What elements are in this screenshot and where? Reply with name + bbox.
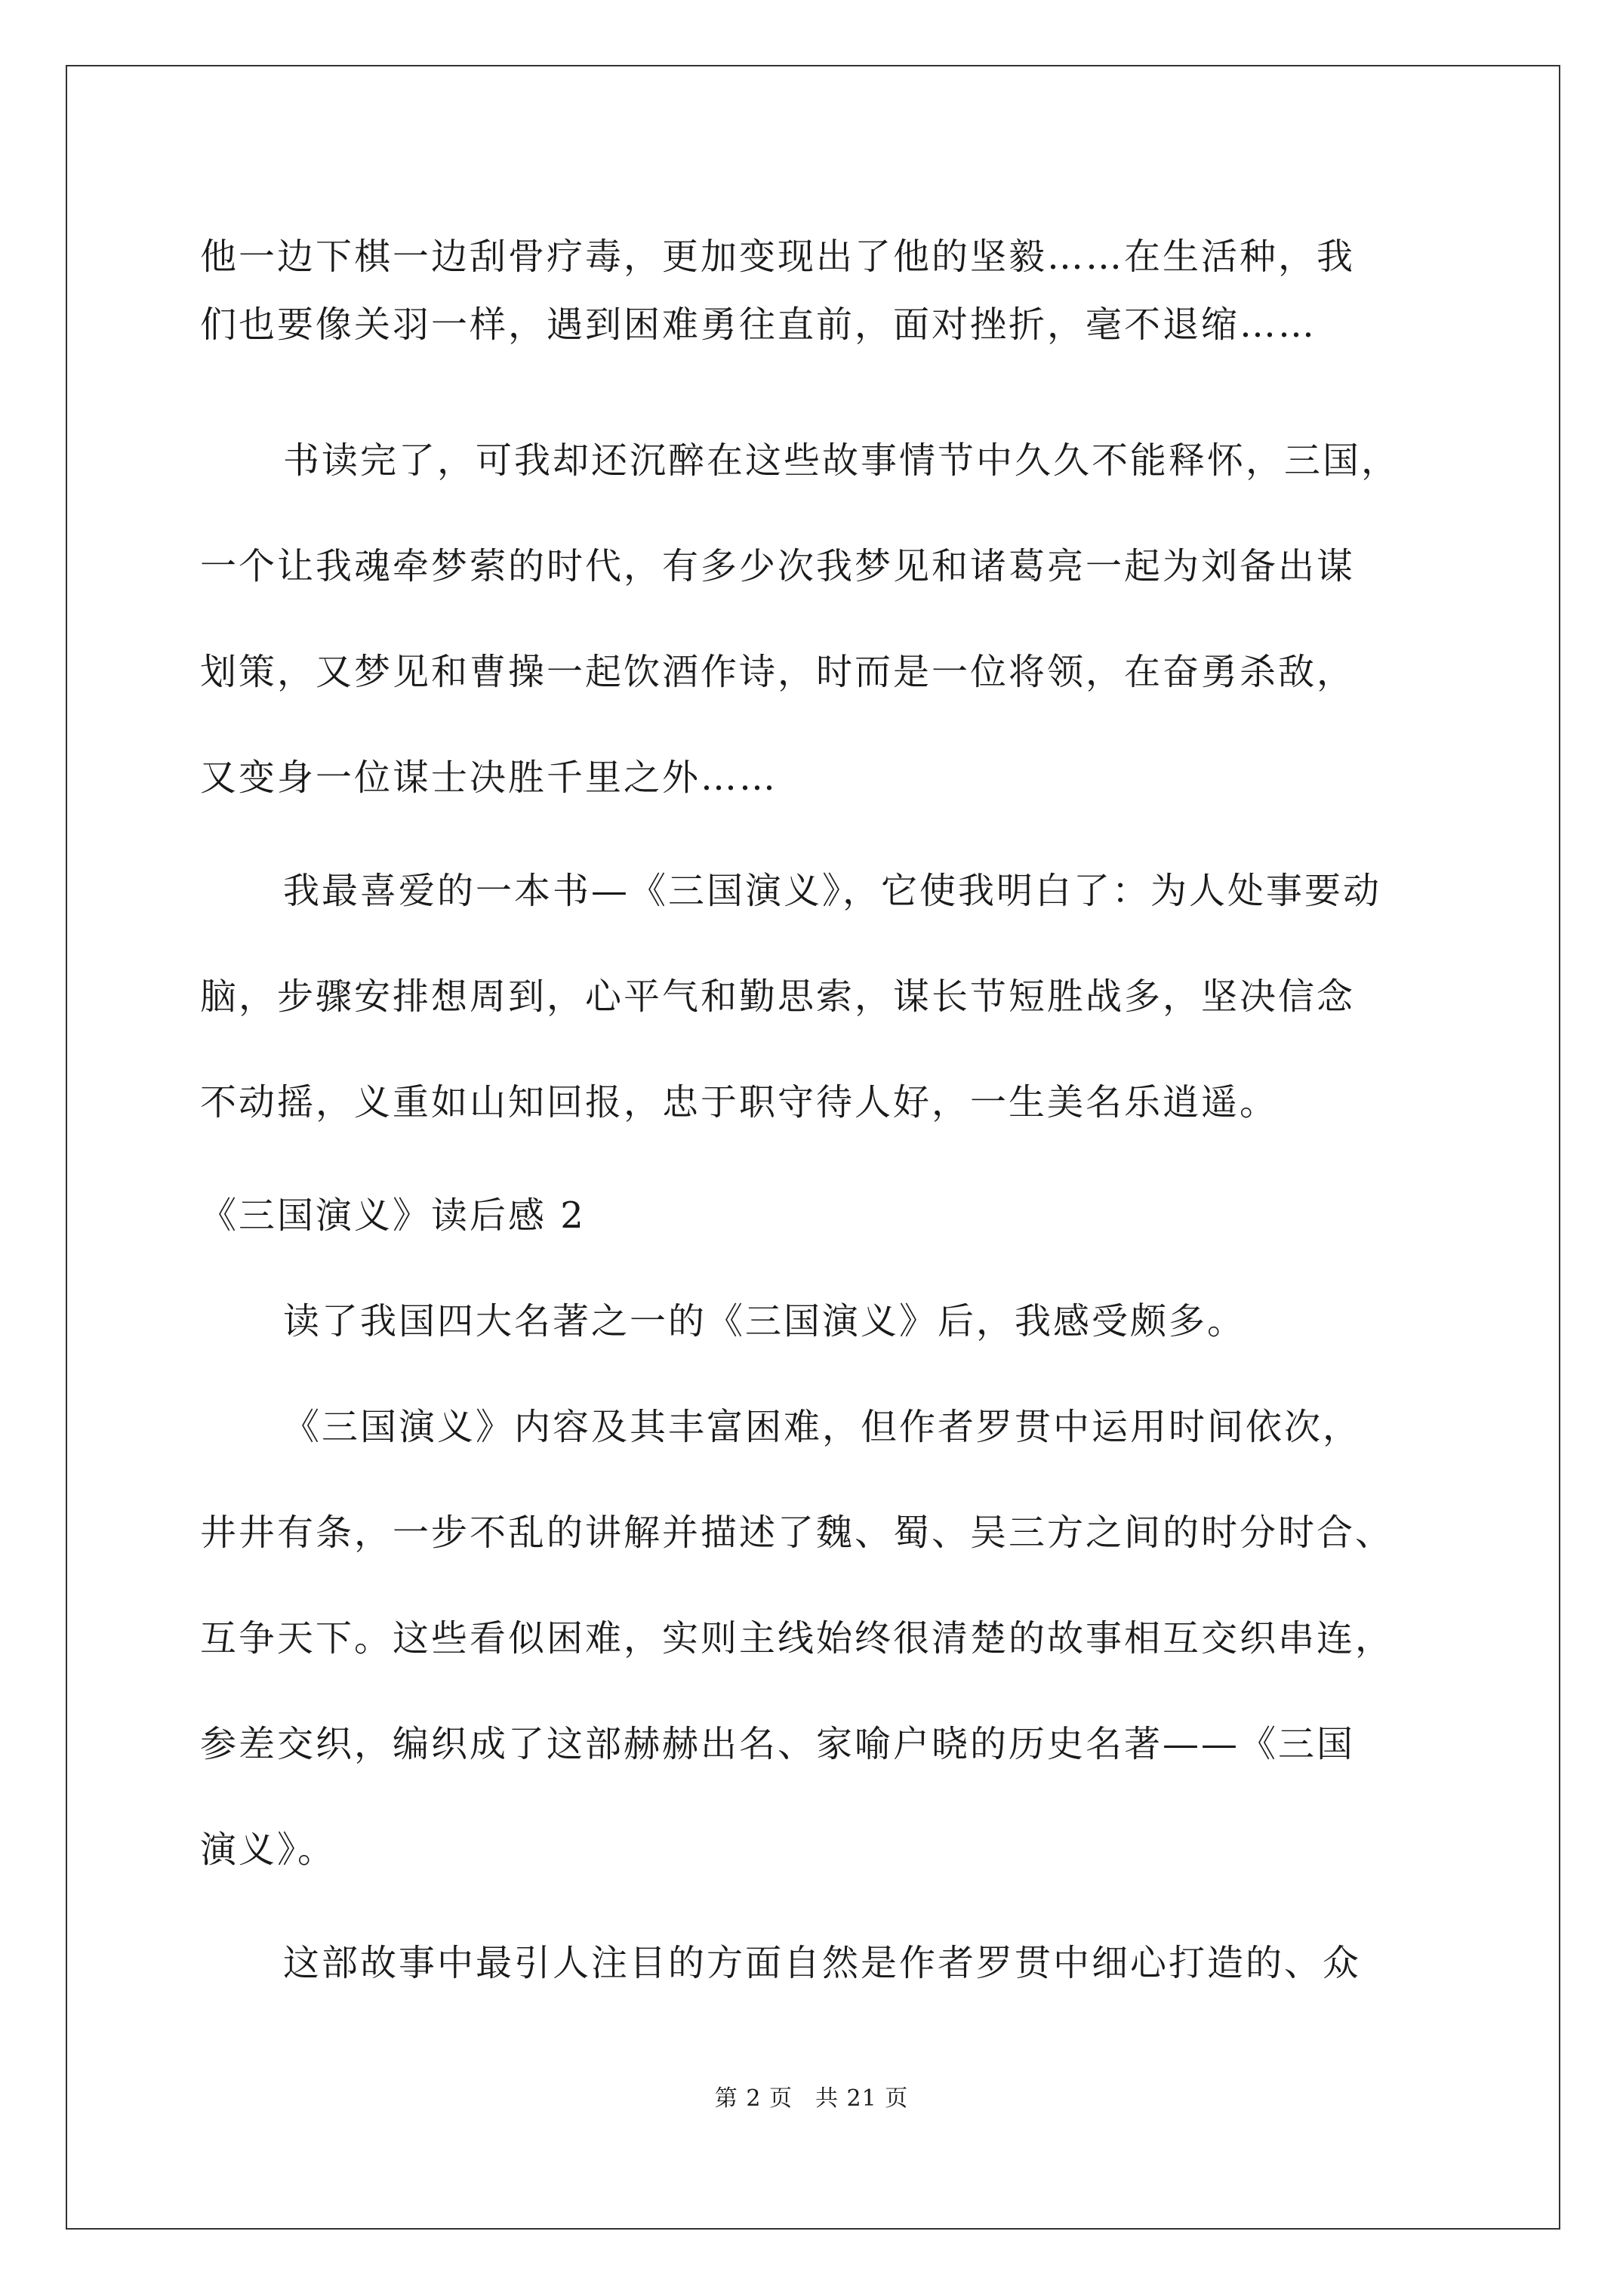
paragraph-start-line: 书读完了，可我却还沉醉在这些故事情节中久久不能释怀，三国， [283, 439, 1400, 482]
page-border [66, 65, 1560, 2230]
text-line: 参差交织，编织成了这部赫赫出名、家喻户晓的历史名著——《三国 [200, 1723, 1356, 1765]
page-number: 第 2 页 [714, 2085, 793, 2112]
paragraph-start-line: 我最喜爱的一本书—《三国演义》，它使我明白了：为人处事要动 [283, 870, 1382, 912]
text-line: 又变身一位谋士决胜千里之外…… [200, 757, 778, 799]
text-line: 们也要像关羽一样，遇到困难勇往直前，面对挫折，毫不退缩…… [200, 304, 1317, 346]
paragraph-start-line: 《三国演义》内容及其丰富困难，但作者罗贯中运用时间依次， [283, 1406, 1362, 1448]
text-line: 演义》。 [200, 1829, 337, 1871]
text-line: 互争天下。这些看似困难，实则主线始终很清楚的故事相互交织串连， [200, 1617, 1394, 1660]
text-line: 脑，步骤安排想周到，心平气和勤思索，谋长节短胜战多，坚决信念 [200, 975, 1356, 1018]
paragraph-start-line: 读了我国四大名著之一的《三国演义》后，我感受颇多。 [283, 1300, 1246, 1342]
text-line: 井井有条，一步不乱的讲解并描述了魏、蜀、吴三方之间的时分时合、 [200, 1512, 1394, 1554]
text-line: 他一边下棋一边刮骨疗毒，更加变现出了他的坚毅……在生活种，我 [200, 236, 1356, 278]
text-line: 不动摇，义重如山知回报，忠于职守待人好，一生美名乐逍遥。 [200, 1081, 1279, 1123]
text-line: 划策，又梦见和曹操一起饮酒作诗，时而是一位将领，在奋勇杀敌， [200, 651, 1356, 693]
paragraph-start-line: 这部故事中最引人注目的方面自然是作者罗贯中细心打造的、众 [283, 1942, 1362, 1984]
page-total: 共 21 页 [815, 2085, 909, 2112]
page-footer [0, 2084, 1623, 2114]
text-line: 一个让我魂牵梦萦的时代，有多少次我梦见和诸葛亮一起为刘备出谋 [200, 545, 1356, 587]
section-heading: 《三国演义》读后感 2 [200, 1194, 586, 1237]
